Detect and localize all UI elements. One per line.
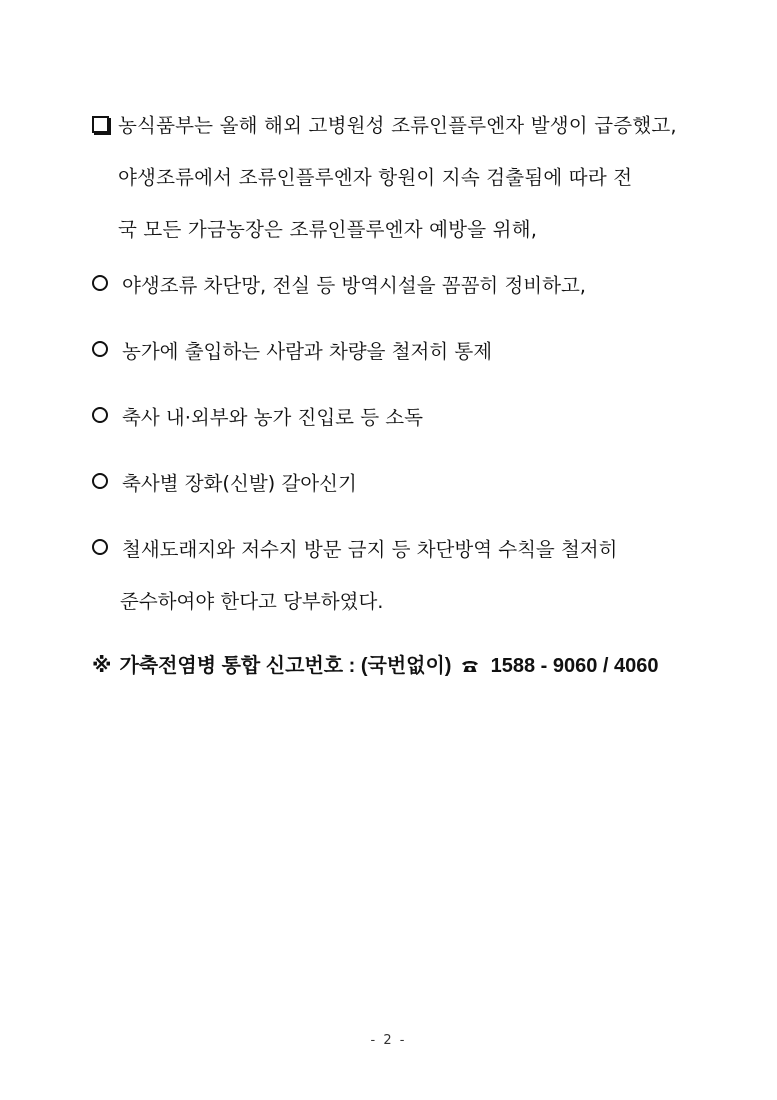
page-number: - 2 - [370, 1033, 407, 1048]
main-paragraph-line-2: 야생조류에서 조류인플루엔자 항원이 지속 검출됨에 따라 전 [118, 166, 633, 189]
circle-bullet-icon [92, 275, 108, 291]
list-item: 농가에 출입하는 사람과 차량을 철저히 통제 [90, 326, 730, 378]
list-item: 철새도래지와 저수지 방문 금지 등 차단방역 수칙을 철저히 준수하여야 한다고 당부하였다. [90, 524, 730, 628]
list-item: 야생조류 차단망, 전실 등 방역시설을 꼼꼼히 정비하고, [90, 260, 730, 312]
square-bullet-icon [90, 100, 118, 152]
list-item: 축사별 장화(신발) 갈아신기 [90, 458, 730, 510]
reference-mark: ※ [92, 655, 112, 677]
circle-bullet-icon [92, 407, 108, 423]
hotline-number: 1588 - 9060 / 4060 [490, 655, 659, 677]
main-paragraph-line-3: 국 모든 가금농장은 조류인플루엔자 예방을 위해, [118, 218, 538, 241]
circle-bullet-icon [92, 539, 108, 555]
circle-bullet-icon [92, 473, 108, 489]
circle-bullet-icon [92, 341, 108, 357]
report-hotline-notice [92, 640, 659, 692]
telephone-icon [461, 659, 479, 673]
main-paragraph [90, 100, 720, 256]
main-paragraph-line-1: 농식품부는 올해 해외 고병원성 조류인플루엔자 발생이 급증했고, [90, 100, 720, 152]
list-item: 축사 내·외부와 농가 진입로 등 소독 [90, 392, 730, 444]
hotline-label: 가축전염병 통합 신고번호 : (국번없이) [119, 655, 452, 677]
